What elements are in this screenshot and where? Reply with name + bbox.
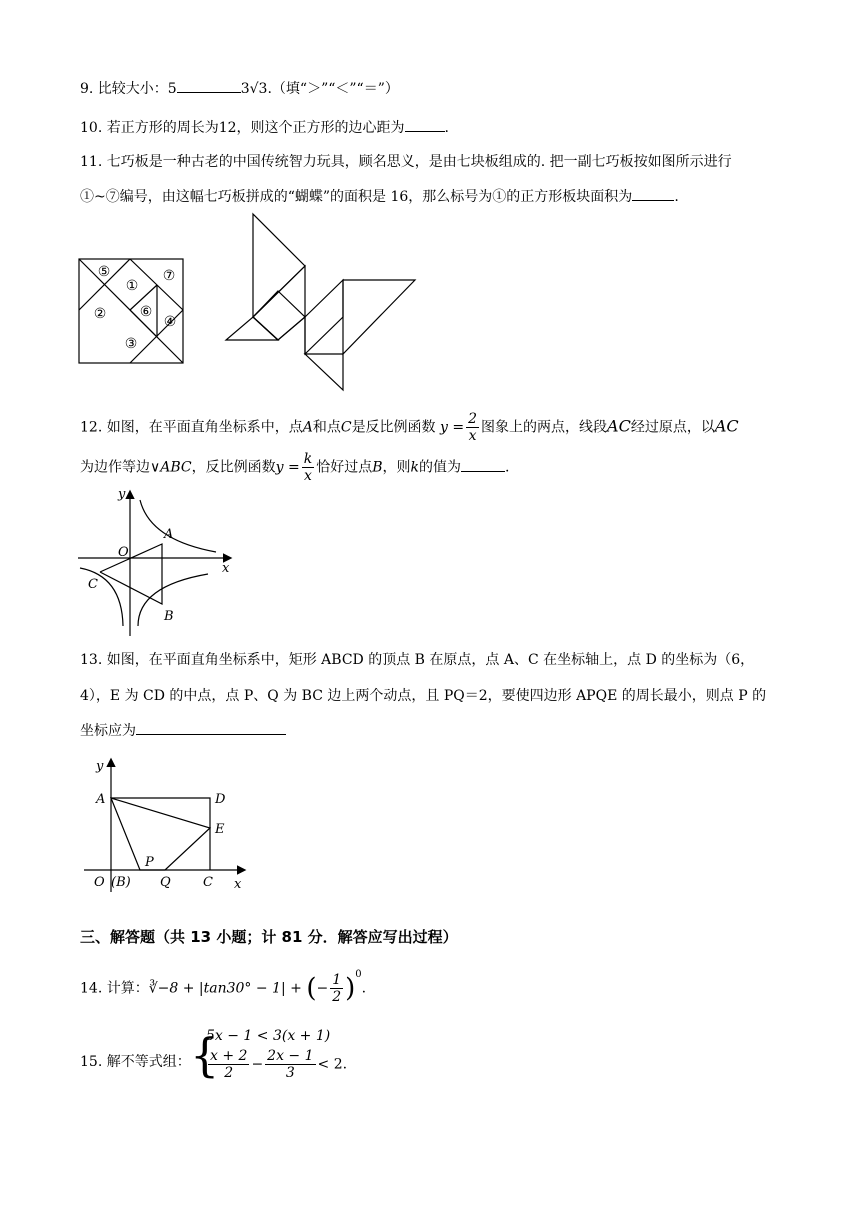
label-c: C — [203, 875, 213, 890]
answer-blank — [461, 457, 505, 472]
question-13-line3 — [80, 720, 286, 741]
answer-blank — [177, 78, 241, 93]
q12-text-j: 的值为 — [418, 459, 461, 476]
func2-denominator: x — [304, 468, 312, 484]
origin-label: O — [94, 875, 105, 890]
func2-fraction — [302, 451, 314, 484]
question-11-line2 — [80, 186, 679, 207]
q14-prefix: 14. 计算： — [80, 980, 149, 997]
q15-end: . — [342, 1056, 348, 1073]
q12-end: . — [504, 459, 510, 476]
label-c: C — [88, 577, 98, 592]
inequality-rhs: < 2 — [317, 1056, 343, 1073]
rectangle-figure — [84, 756, 254, 894]
question-12-line2 — [80, 451, 509, 484]
fraction-1-numerator: x + 2 — [210, 1048, 248, 1064]
half-fraction — [330, 972, 343, 1005]
minus-sign: − — [316, 980, 329, 997]
minus-sign: − — [251, 1056, 264, 1073]
fraction-2 — [265, 1048, 315, 1081]
tangram-label-5: ⑤ — [97, 264, 111, 280]
q13-text: 坐标应为 — [80, 723, 136, 739]
label-e: E — [215, 822, 225, 837]
q12-text-d: 图象上的两点，线段 — [481, 419, 608, 436]
q9-prefix: 9. 比较大小：5 — [80, 81, 177, 97]
func2-lhs: y = — [275, 459, 300, 476]
point-a: A — [302, 419, 313, 436]
tangram-label-4: ④ — [163, 314, 177, 330]
x-axis-label: x — [234, 877, 242, 892]
tangram-square-figure — [78, 258, 184, 364]
section-3-heading: 三、解答题（共 13 小题；计 81 分．解答应写出过程） — [80, 928, 458, 946]
q12-text-g: ，反比例函数 — [191, 459, 276, 476]
paren-open: ( — [306, 973, 317, 1004]
q10-end: . — [444, 120, 449, 136]
q14-expression: ∛−8 + |tan30° − 1| + — [148, 980, 302, 997]
question-12-line1 — [80, 411, 739, 444]
tangram-label-2: ② — [93, 306, 107, 322]
segment-ac: AC — [607, 416, 631, 436]
label-b: B — [164, 609, 174, 624]
q14-end: . — [361, 980, 367, 997]
answer-blank — [405, 117, 445, 132]
numerator: 1 — [332, 972, 342, 989]
segment-ac-2: AC — [714, 416, 739, 436]
point-b: B — [372, 459, 383, 476]
fraction-2-numerator: 2x − 1 — [267, 1048, 314, 1064]
variable-k: k — [410, 459, 419, 476]
q12-text-f: 为边作等边 — [80, 459, 150, 476]
y-axis-label: y — [96, 759, 104, 774]
y-axis-label: y — [118, 487, 126, 502]
q12-text-i: ，则 — [382, 459, 411, 476]
q11-text: ①~⑦编号，由这幅七巧板拼成的“蝴蝶”的面积是 16，那么标号为①的正方形板块面积为 — [80, 189, 633, 205]
question-11-line1: 11. 七巧板是一种古老的中国传统智力玩具，顾名思义，是由七块板组成的. 把一副七巧板按如图所示进行 — [80, 154, 732, 170]
question-13-line1: 13. 如图，在平面直角坐标系中，矩形 ABCD 的顶点 B 在原点，点 A、C 在坐标轴上，点 D 的坐标为（6， — [80, 652, 755, 668]
answer-blank — [136, 720, 286, 735]
func1-fraction — [466, 411, 479, 444]
tangram-label-6: ⑥ — [139, 304, 153, 320]
tangram-label-3: ③ — [124, 336, 138, 352]
paren-close: ) — [345, 973, 356, 1004]
x-axis-label: x — [222, 561, 230, 576]
q10-text: 10. 若正方形的周长为12，则这个正方形的边心距为 — [80, 120, 405, 136]
label-q: Q — [160, 875, 171, 890]
tangram-label-7: ⑦ — [162, 268, 176, 284]
tangram-label-1: ① — [125, 278, 139, 294]
origin-label: O — [118, 545, 129, 560]
label-a: A — [96, 792, 106, 807]
question-15-label: 15. 解不等式组： — [80, 1054, 191, 1070]
inverse-function-figure — [78, 486, 238, 640]
label-p: P — [145, 855, 154, 870]
butterfly-figure — [225, 214, 420, 394]
q9-right: 3√3 — [240, 81, 268, 97]
point-c: C — [340, 419, 352, 436]
inequality-1: 5x − 1 < 3(x + 1) — [206, 1028, 331, 1044]
fraction-2-denominator: 3 — [285, 1065, 295, 1081]
inequality-2 — [206, 1048, 347, 1081]
answer-blank — [632, 186, 674, 201]
question-9 — [80, 78, 399, 99]
question-10 — [80, 117, 449, 138]
triangle-abc: ∨ABC — [150, 459, 192, 476]
func2-numerator: k — [303, 451, 313, 467]
label-a: A — [164, 527, 174, 542]
fraction-1-denominator: 2 — [224, 1065, 234, 1081]
question-13-line2: 4），E 为 CD 的中点，点 P、Q 为 BC 边上两个动点，且 PQ＝2，要使四边形 APQE 的周长最小，则点 P 的 — [80, 688, 767, 704]
question-14 — [80, 969, 367, 1006]
q12-text-e: 经过原点，以 — [630, 419, 715, 436]
system-brace: { — [190, 1028, 220, 1082]
label-d: D — [215, 792, 226, 807]
q12-text-c: 是反比例函数 — [351, 419, 436, 436]
func1-denominator: x — [468, 428, 477, 444]
denominator: 2 — [332, 989, 342, 1006]
func1-numerator: 2 — [468, 411, 478, 427]
label-b: (B) — [111, 875, 131, 890]
fraction-1 — [208, 1048, 249, 1081]
q11-end: . — [674, 189, 679, 205]
q12-text-a: 12. 如图，在平面直角坐标系中，点 — [80, 419, 303, 436]
func1-lhs: y = — [440, 419, 465, 436]
q12-text-b: 和点 — [312, 419, 341, 436]
exponent: 0 — [355, 969, 362, 980]
q9-suffix: .（填“＞”“＜”“＝”） — [267, 81, 399, 97]
q12-text-h: 恰好过点 — [316, 459, 373, 476]
